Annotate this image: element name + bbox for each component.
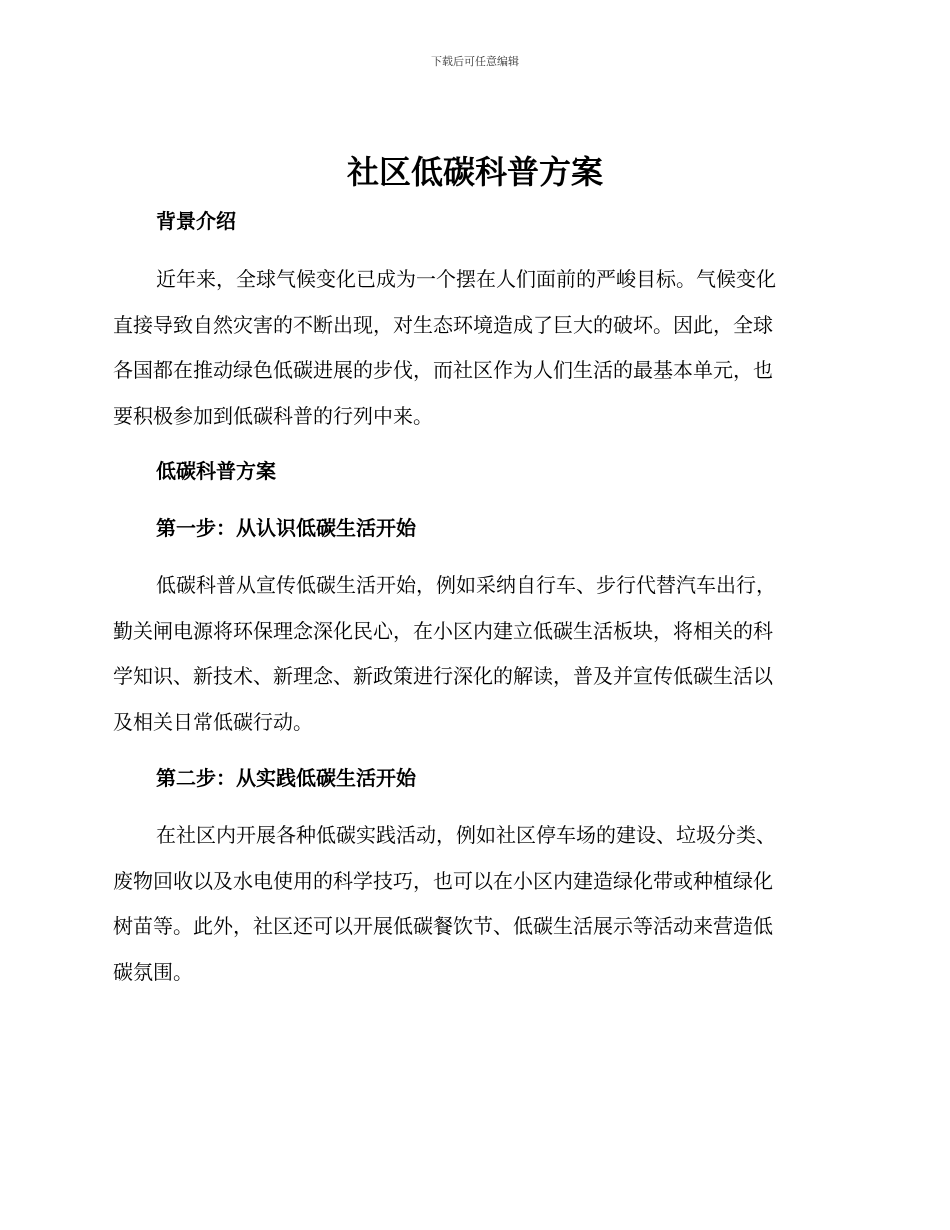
section-heading-step-two: 第二步：从实践低碳生活开始 <box>156 766 416 790</box>
section-heading-step-one: 第一步：从认识低碳生活开始 <box>156 516 416 540</box>
page-header-note: 下载后可任意编辑 <box>431 55 519 68</box>
paragraph-line: 直接导致自然灾害的不断出现，对生态环境造成了巨大的破坏。因此，全球 <box>113 312 773 337</box>
paragraph-step-two <box>113 813 833 995</box>
document-title: 社区低碳科普方案 <box>346 153 603 191</box>
paragraph-step-one <box>113 563 833 745</box>
paragraph-line: 近年来，全球气候变化已成为一个摆在人们面前的严峻目标。气候变化 <box>156 267 776 291</box>
section-heading-plan: 低碳科普方案 <box>156 459 276 483</box>
paragraph-line: 低碳科普从宣传低碳生活开始，例如采纳自行车、步行代替汽车出行， <box>156 573 776 597</box>
paragraph-line: 勤关闸电源将环保理念深化民心，在小区内建立低碳生活板块，将相关的科 <box>113 618 773 643</box>
paragraph-background <box>113 257 833 439</box>
paragraph-line: 废物回收以及水电使用的科学技巧，也可以在小区内建造绿化带或种植绿化 <box>113 868 773 893</box>
paragraph-line: 及相关日常低碳行动。 <box>113 709 313 734</box>
paragraph-line: 在社区内开展各种低碳实践活动，例如社区停车场的建设、垃圾分类、 <box>156 823 776 847</box>
section-heading-background: 背景介绍 <box>156 209 236 233</box>
paragraph-line: 各国都在推动绿色低碳进展的步伐，而社区作为人们生活的最基本单元，也 <box>113 358 773 382</box>
paragraph-line: 要积极参加到低碳科普的行列中来。 <box>113 403 433 428</box>
paragraph-line: 碳氛围。 <box>113 959 193 984</box>
paragraph-line: 学知识、新技术、新理念、新政策进行深化的解读，普及并宣传低碳生活以 <box>113 664 773 688</box>
paragraph-line: 树苗等。此外，社区还可以开展低碳餐饮节、低碳生活展示等活动来营造低 <box>113 914 773 938</box>
